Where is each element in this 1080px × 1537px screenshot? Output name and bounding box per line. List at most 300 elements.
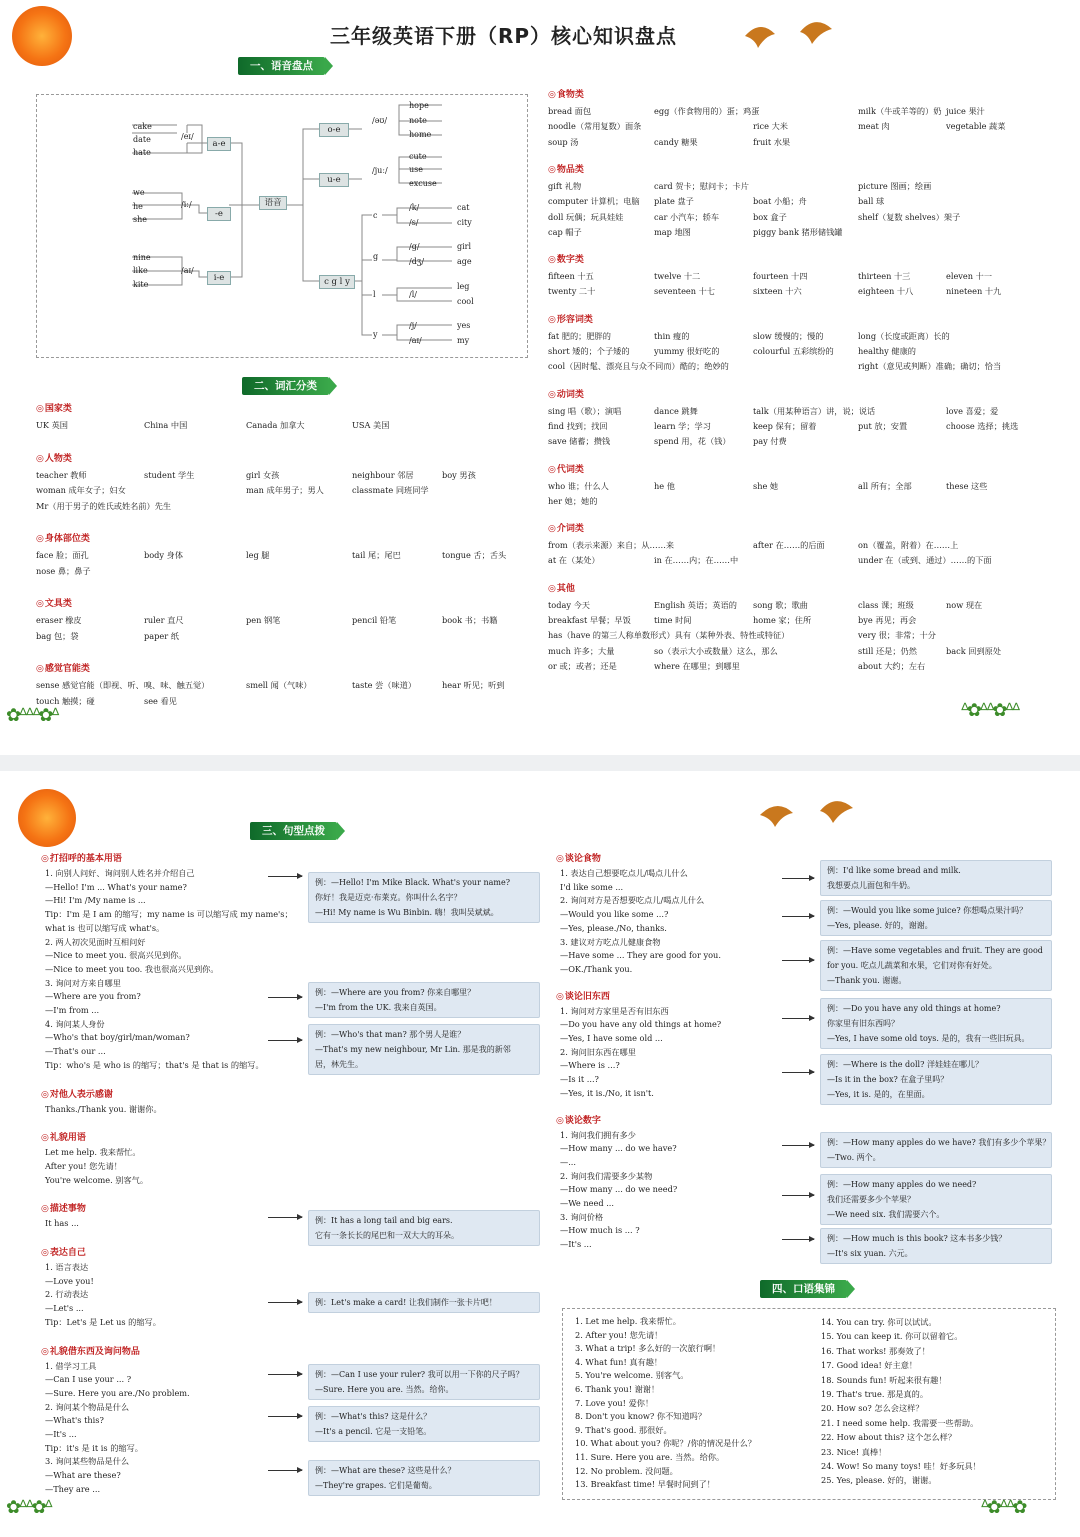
- vocab-entry: sixteen 十六: [753, 286, 802, 297]
- sound-label: /g/: [409, 242, 420, 251]
- section-sentences-banner: 三、句型点拨: [250, 822, 337, 840]
- arrow-icon: [782, 1195, 814, 1196]
- vocab-entry: he 他: [654, 480, 675, 491]
- vocab-entry: egg（作食物用的）蛋；鸡蛋: [654, 106, 760, 116]
- page-one: [0, 0, 1080, 755]
- example-box: [820, 1132, 1052, 1168]
- example-line: 例：—What's this? 这是什么？: [315, 1412, 432, 1421]
- sound-label: /dʒ/: [409, 257, 425, 266]
- vocab-entry: put 放；安置: [858, 420, 908, 431]
- sentence-line: —Have some ... They are good for you.: [560, 950, 721, 961]
- word: she: [133, 215, 147, 224]
- vocab-entry: eleven 十一: [946, 271, 993, 282]
- vocab-entry: USA 美国: [352, 420, 390, 430]
- vocab-entry: gift 礼物: [548, 180, 582, 191]
- word: like: [133, 266, 148, 275]
- arrow-icon: [268, 1217, 302, 1218]
- example-line: —It's six yuan. 六元。: [827, 1249, 913, 1258]
- vocab-category-title: ◎ 文具类: [36, 597, 72, 611]
- vocab-entry: nose 鼻；鼻子: [36, 565, 91, 576]
- word: home: [409, 130, 432, 139]
- vocab-entry: tail 尾；尾巴: [352, 550, 401, 560]
- vocab-entry: shelf（复数 shelves）架子: [858, 211, 961, 222]
- vocab-entry: classmate 同班同学: [352, 485, 429, 495]
- vocab-entry: cap 帽子: [548, 226, 582, 237]
- sound-label: /aɪ/: [409, 336, 422, 345]
- vocab-entry: touch 触摸；碰: [36, 695, 95, 706]
- vocab-entry: find 找到；找回: [548, 420, 608, 431]
- vocab-entry: car 小汽车；轿车: [654, 211, 720, 222]
- oral-phrase: 17. Good idea! 好主意！: [821, 1360, 918, 1371]
- vocab-entry: card 贺卡；慰问卡；卡片: [654, 180, 749, 191]
- oral-phrase: 22. How about this? 这个怎么样？: [821, 1432, 957, 1443]
- example-line: —Sure. Here you are. 当然。给你。: [315, 1385, 454, 1394]
- vocab-entry: rice 大米: [753, 121, 788, 132]
- sentence-line: After you! 您先请！: [45, 1160, 122, 1171]
- sentence-topic-title: ◎ 谈论数字: [556, 1114, 601, 1128]
- sentence-line: —Nice to meet you too. 我也很高兴见到你。: [45, 963, 219, 974]
- oral-phrase: 18. Sounds fun! 听起来很有趣！: [821, 1374, 947, 1385]
- sentence-line: —Yes, I have some old ...: [560, 1033, 663, 1043]
- vocab-entry: teacher 教师: [36, 469, 87, 480]
- plant-decoration: ✿ᐞᐞᐞ✿ᐞ: [6, 705, 58, 726]
- example-line: 我想要点儿面包和牛奶。: [827, 881, 915, 890]
- sentence-topic-title: ◎ 谈论旧东西: [556, 990, 610, 1004]
- vocab-entry: sing 唱（歌）；演唱: [548, 405, 622, 416]
- word: cool: [457, 297, 474, 306]
- sentence-topic-title: ◎ 谈论食物: [556, 852, 601, 866]
- vocab-left-column: [36, 402, 526, 712]
- vocab-category-title: ◎ 介词类: [548, 522, 584, 536]
- oral-phrase: 20. How so? 怎么会这样？: [821, 1403, 924, 1414]
- example-box: [820, 900, 1052, 936]
- sentence-line: —How much is ... ?: [560, 1225, 640, 1236]
- vocab-entry: Mr（用于男子的姓氏或姓名前）先生: [36, 500, 172, 511]
- sentence-line: —They are ...: [45, 1483, 101, 1494]
- vocab-entry: leg 腿: [246, 550, 270, 560]
- example-line: —It's a pencil. 它是一支铅笔。: [315, 1427, 432, 1436]
- example-box: [308, 1210, 540, 1246]
- sentence-line: 2. 询问对方是否想要吃点儿/喝点儿什么: [560, 895, 705, 906]
- vocab-entry: now 现在: [946, 599, 983, 610]
- arrow-icon: [268, 1040, 302, 1041]
- example-line: 例：I'd like some bread and milk.: [827, 866, 961, 875]
- arrow-icon: [782, 878, 814, 879]
- sentence-line: —It's ...: [560, 1239, 592, 1250]
- example-line: 例：—Hello! I'm Mike Black. What's your name?: [315, 878, 510, 887]
- vocab-entry: book 书；书籍: [442, 615, 498, 625]
- sentence-line: You're welcome. 别客气。: [45, 1174, 149, 1185]
- bird-icon: [755, 793, 865, 833]
- arrow-icon: [268, 997, 302, 998]
- vocab-category-title: ◎ 形容词类: [548, 313, 593, 327]
- word: my: [457, 336, 470, 345]
- vocab-entry: colourful 五彩缤纷的: [753, 346, 834, 356]
- vocab-category-title: ◎ 其他: [548, 582, 575, 596]
- vocab-entry: fourteen 十四: [753, 271, 808, 282]
- example-box: [308, 982, 540, 1018]
- sentence-line: Let me help. 我来帮忙。: [45, 1147, 141, 1158]
- vocab-entry: twenty 二十: [548, 286, 596, 297]
- vocab-entry: today 今天: [548, 599, 590, 610]
- vocab-entry: picture 图画；绘画: [858, 180, 932, 191]
- example-line: —Yes, I have some old toys. 是的，我有一些旧玩具。: [827, 1034, 1030, 1043]
- vocab-category-title: ◎ 代词类: [548, 463, 584, 477]
- oral-phrase: 10. What about you? 你呢？/你的情况是什么？: [575, 1438, 756, 1449]
- sentence-line: —Do you have any old things at home?: [560, 1019, 722, 1030]
- sentence-line: —...: [560, 1156, 576, 1167]
- example-line: for you. 吃点儿蔬菜和水果，它们对你有好处。: [827, 961, 997, 970]
- vocab-entry: meat 肉: [858, 121, 890, 132]
- example-box: [820, 860, 1052, 896]
- vocab-right-column: [548, 88, 1048, 708]
- sentence-topic-title: ◎ 礼貌借东西及询问物品: [41, 1345, 140, 1359]
- sentence-line: 3. 询问价格: [560, 1211, 604, 1222]
- oral-phrase: 21. I need some help. 我需要一些帮助。: [821, 1417, 979, 1428]
- vocab-entry: about 大约；左右: [858, 660, 926, 671]
- sentence-line: —Love you!: [45, 1275, 94, 1286]
- vocab-entry: bye 再见；再会: [858, 615, 917, 625]
- vocab-entry: under 在（或到、通过）……的下面: [858, 555, 992, 566]
- sentence-topic-title: ◎ 打招呼的基本用语: [41, 852, 122, 866]
- example-box: [308, 872, 540, 923]
- example-line: —That's my new neighbour, Mr Lin. 那是我的新邻: [315, 1045, 511, 1054]
- sentence-line: Tip：who's 是 who is 的缩写；that's 是 that is 的缩写。: [45, 1059, 264, 1070]
- oral-phrase: 8. Don't you know? 你不知道吗？: [575, 1411, 707, 1422]
- vocab-entry: in 在……内；在……中: [654, 555, 739, 566]
- consonant-letter: g: [373, 252, 379, 261]
- vocab-entry: bag 包；袋: [36, 630, 79, 641]
- sentence-topic-title: ◎ 描述事物: [41, 1202, 86, 1216]
- sound-label: /j/: [409, 321, 417, 330]
- example-box: [308, 1024, 540, 1075]
- oral-phrase: 25. Yes, please. 好的，谢谢。: [821, 1475, 937, 1486]
- sentence-line: —Can I use your ... ?: [45, 1374, 132, 1385]
- sentence-line: 4. 询问某人身份: [45, 1018, 105, 1029]
- word: excuse: [409, 179, 437, 188]
- vocab-entry: computer 计算机；电脑: [548, 196, 640, 207]
- vocab-entry: Canada 加拿大: [246, 420, 305, 430]
- arrow-icon: [782, 1239, 814, 1240]
- sentence-line: 2. 询问旧东西在哪里: [560, 1046, 636, 1057]
- vocab-entry: smell 闻（气味）: [246, 680, 312, 690]
- example-line: —I'm from the UK. 我来自英国。: [315, 1003, 442, 1012]
- vocab-entry: woman 成年女子；妇女: [36, 485, 126, 495]
- sentence-line: —It's ...: [45, 1429, 77, 1439]
- example-box: [820, 1174, 1052, 1225]
- sentence-line: —We need ...: [560, 1198, 614, 1208]
- vocab-entry: on（覆盖，附着）在……上: [858, 540, 959, 551]
- sentence-line: —Sure. Here you are./No problem.: [45, 1387, 190, 1398]
- sound-label: /iː/: [181, 200, 192, 209]
- vocab-entry: spend 用，花（钱）: [654, 436, 731, 447]
- sentence-line: Tip：it's 是 it is 的缩写。: [45, 1442, 143, 1453]
- word: yes: [457, 321, 471, 330]
- oral-phrase: 2. After you! 您先请！: [575, 1329, 663, 1340]
- sentence-line: —Where are you from?: [45, 991, 141, 1002]
- vocab-entry: taste 尝（味道）: [352, 680, 417, 690]
- sentence-line: 2. 询问某个物品是什么: [45, 1401, 130, 1412]
- oral-phrase: 24. Wow! So many toys! 哇！好多玩具！: [821, 1461, 981, 1472]
- sentence-line: —Nice to meet you. 很高兴见到你。: [45, 950, 187, 961]
- arrow-icon: [782, 960, 814, 961]
- oral-phrase: 14. You can try. 你可以试试。: [821, 1317, 937, 1327]
- vocab-entry: fat 肥的；肥胖的: [548, 330, 611, 341]
- vocab-category-title: ◎ 感觉官能类: [36, 662, 90, 676]
- vocab-entry: map 地图: [654, 226, 691, 237]
- vocab-entry: after 在……的后面: [753, 540, 825, 551]
- vocab-entry: ruler 直尺: [144, 615, 184, 625]
- vocab-entry: piggy bank 猪形储钱罐: [753, 226, 843, 237]
- vocab-entry: class 课；班级: [858, 599, 914, 610]
- vocab-entry: paper 纸: [144, 630, 179, 641]
- consonant-letter: c: [373, 211, 378, 220]
- vocab-entry: choose 选择；挑选: [946, 420, 1019, 431]
- vowel-box-a-e: a-e: [207, 137, 231, 151]
- sentence-topic-title: ◎ 表达自己: [41, 1246, 86, 1260]
- vocab-entry: see 看见: [144, 695, 177, 706]
- oral-box: [562, 1308, 1056, 1500]
- consonant-letter: l: [373, 290, 376, 299]
- vocab-category-title: ◎ 人物类: [36, 452, 72, 466]
- example-line: 例：—Do you have any old things at home?: [827, 1004, 1001, 1013]
- vocab-entry: UK 英国: [36, 420, 68, 430]
- arrow-icon: [268, 1416, 302, 1417]
- word: cat: [457, 203, 470, 212]
- sentence-line: Thanks./Thank you. 谢谢你。: [45, 1103, 162, 1114]
- sentence-line: —Where is ...?: [560, 1060, 620, 1071]
- sentence-right-examples: [0, 771, 1, 772]
- vocab-entry: slow 缓慢的；慢的: [753, 330, 824, 341]
- word: city: [457, 218, 472, 227]
- bird-icon: [740, 14, 840, 54]
- example-line: 居，林先生。: [315, 1060, 363, 1069]
- sentence-line: Tip：Let's 是 Let us 的缩写。: [45, 1316, 161, 1327]
- sentence-line: what is 也可以缩写成 what's。: [45, 922, 165, 933]
- example-box: [308, 1364, 540, 1400]
- example-line: 例：It has a long tail and big ears.: [315, 1216, 453, 1225]
- vocab-entry: student 学生: [144, 469, 195, 480]
- sentence-line: —Who's that boy/girl/man/woman?: [45, 1032, 190, 1043]
- vocab-entry: man 成年男子；男人: [246, 485, 324, 495]
- arrow-icon: [782, 1018, 814, 1019]
- word: note: [409, 116, 427, 125]
- sentence-line: 1. 表达自己想要吃点儿/喝点儿什么: [560, 868, 688, 878]
- example-box: [820, 998, 1052, 1049]
- vocab-category-title: ◎ 动词类: [548, 388, 584, 402]
- sentence-topic-title: ◎ 礼貌用语: [41, 1131, 86, 1145]
- oral-phrase: 19. That's true. 那是真的。: [821, 1389, 929, 1400]
- vocab-entry: thirteen 十三: [858, 271, 911, 282]
- sentence-line: —That's our ...: [45, 1046, 106, 1057]
- oral-phrase: 3. What a trip! 多么好的一次旅行啊！: [575, 1343, 721, 1354]
- example-line: —Hi! My name is Wu Binbin. 嗨！我叫吴斌斌。: [315, 908, 499, 917]
- sentence-line: 1. 询问我们拥有多少: [560, 1129, 636, 1140]
- example-line: 例：—How much is this book? 这本书多少钱？: [827, 1234, 1007, 1243]
- page-title: 三年级英语下册（RP）核心知识盘点: [330, 24, 678, 48]
- example-line: —We need six. 我们需要六个。: [827, 1210, 945, 1219]
- word: kite: [133, 280, 149, 289]
- example-line: 你好！我是迈克·布莱克。你叫什么名字？: [315, 893, 462, 902]
- example-line: 例：—Can I use your ruler? 我可以用一下你的尺子吗？: [315, 1370, 524, 1379]
- sentence-line: —How many ... do we have?: [560, 1143, 677, 1154]
- vocab-entry: candy 糖果: [654, 136, 698, 147]
- vocab-category-title: ◎ 食物类: [548, 88, 584, 102]
- vocab-category-title: ◎ 身体部位类: [36, 532, 90, 546]
- example-line: —Yes, please. 好的，谢谢。: [827, 921, 933, 930]
- sound-label: /s/: [409, 218, 419, 227]
- vocab-entry: pay 付费: [753, 436, 787, 447]
- vocab-entry: love 喜爱；爱: [946, 405, 999, 416]
- oral-phrase: 5. You're welcome. 别客气。: [575, 1370, 689, 1381]
- example-line: 例：—Who's that man? 那个男人是谁？: [315, 1030, 466, 1039]
- example-line: 例：—Would you like some juice? 你想喝点果汁吗？: [827, 906, 1028, 915]
- word: leg: [457, 282, 470, 291]
- vocab-entry: right（意见或判断）准确；确切；恰当: [858, 361, 1002, 372]
- vocab-entry: thin 瘦的: [654, 330, 690, 341]
- vocab-entry: face 脸；面孔: [36, 550, 89, 560]
- vocab-entry: save 储蓄；攒钱: [548, 436, 611, 447]
- vocab-category-title: ◎ 物品类: [548, 163, 584, 177]
- vocab-entry: bread 面包: [548, 106, 592, 116]
- vocab-entry: or 或；或者；还是: [548, 660, 617, 671]
- vocab-entry: girl 女孩: [246, 469, 280, 480]
- vocab-entry: breakfast 早餐；早饭: [548, 615, 631, 625]
- sound-label: /aɪ/: [181, 266, 194, 275]
- example-box: [820, 940, 1052, 991]
- example-line: 例：—Where are you from? 你来自哪里？: [315, 988, 476, 997]
- vocab-entry: back 回到原处: [946, 645, 1002, 656]
- sentence-line: —OK./Thank you.: [560, 963, 633, 974]
- consonant-letter: y: [373, 330, 378, 339]
- page-divider: [0, 755, 1080, 771]
- sentence-line: —Hi! I'm /My name is ...: [45, 895, 146, 906]
- vocab-category-title: ◎ 国家类: [36, 402, 72, 416]
- sentence-line: —Let's ...: [45, 1303, 84, 1314]
- vocab-entry: sense 感觉官能（即视、听、嗅、味、触五觉）: [36, 680, 210, 690]
- sentence-line: 2. 两人初次见面时互相问好: [45, 936, 146, 947]
- example-line: —They're grapes. 它们是葡萄。: [315, 1481, 437, 1490]
- vocab-entry: box 盒子: [753, 211, 787, 222]
- example-line: 你家里有旧东西吗？: [827, 1019, 899, 1028]
- oral-phrase: 23. Nice! 真棒！: [821, 1446, 887, 1457]
- vocab-entry: has（have 的第三人称单数形式）具有（某种外表、特性或特征）: [548, 630, 790, 641]
- oral-phrase: 12. No problem. 没问题。: [575, 1465, 678, 1476]
- sentence-line: —Hello! I'm ... What's your name?: [45, 881, 187, 892]
- vocab-entry: her 她；她的: [548, 495, 598, 506]
- vocab-entry: pencil 铅笔: [352, 615, 397, 625]
- vocab-entry: cool（因时髦、漂亮且与众不同而）酷的；绝妙的: [548, 361, 729, 372]
- oral-right-list: [821, 1315, 981, 1488]
- example-line: —Yes, it is. 是的，在里面。: [827, 1090, 930, 1099]
- sentence-line: 3. 询问对方来自哪里: [45, 977, 121, 988]
- arrow-icon: [782, 1072, 814, 1073]
- vowel-box-i-e: i-e: [207, 271, 231, 285]
- vocab-entry: doll 玩偶；玩具娃娃: [548, 211, 624, 222]
- vocab-entry: ball 球: [858, 196, 885, 207]
- vocab-entry: fruit 水果: [753, 136, 791, 147]
- sentence-line: 3. 建议对方吃点儿健康食物: [560, 936, 661, 947]
- phonics-map: [36, 94, 528, 358]
- vocab-entry: home 家；住所: [753, 615, 812, 625]
- vocab-entry: song 歌；歌曲: [753, 599, 808, 610]
- vocab-entry: milk（牛或羊等的）奶: [858, 106, 942, 116]
- vocab-entry: juice 果汁: [946, 106, 985, 116]
- example-line: 例：—How many apples do we have? 我们有多少个苹果？: [827, 1138, 1051, 1147]
- word: girl: [457, 242, 472, 251]
- vocab-entry: keep 保有；留着: [753, 420, 817, 431]
- sentence-line: —Is it ...?: [560, 1074, 599, 1085]
- word: hope: [409, 101, 429, 110]
- oral-phrase: 4. What fun! 真有趣！: [575, 1356, 663, 1367]
- sentence-topic-title: ◎ 对他人表示感谢: [41, 1088, 113, 1102]
- sound-label: /eɪ/: [181, 132, 194, 141]
- oral-phrase: 7. Love you! 爱你！: [575, 1397, 654, 1408]
- arrow-icon: [268, 1302, 302, 1303]
- vocab-entry: boy 男孩: [442, 469, 476, 480]
- example-line: 我们还需要多少个苹果？: [827, 1195, 915, 1204]
- vocab-entry: time 时间: [654, 615, 692, 625]
- example-line: 例：—Where is the doll? 洋娃娃在哪儿？: [827, 1060, 983, 1069]
- sentence-line: —What are these?: [45, 1470, 121, 1481]
- word: nine: [133, 253, 151, 262]
- plant-decoration: ᐞ✿ᐞᐞ✿: [980, 1497, 1025, 1518]
- word: date: [133, 135, 151, 144]
- vocab-entry: short 矮的；个子矮的: [548, 346, 630, 356]
- example-line: 例：—What are these? 这些是什么？: [315, 1466, 456, 1475]
- section-oral-banner: 四、口语集锦: [760, 1280, 847, 1298]
- vocab-entry: much 许多；大量: [548, 645, 615, 656]
- vocab-entry: she 她: [753, 480, 779, 491]
- example-line: —Is it in the box? 在盒子里吗？: [827, 1075, 949, 1084]
- vocab-entry: body 身体: [144, 550, 184, 560]
- vocab-entry: China 中国: [144, 420, 188, 430]
- vocab-entry: who 谁；什么人: [548, 480, 609, 491]
- vocab-entry: where 在哪里；到哪里: [654, 660, 740, 671]
- example-box: [308, 1460, 540, 1496]
- vowel-box-o-e: o-e: [319, 123, 349, 137]
- example-line: 它有一条长长的尾巴和一双大大的耳朵。: [315, 1231, 459, 1240]
- arrow-icon: [268, 876, 302, 877]
- section-phonics-banner: 一、语音盘点: [238, 57, 325, 75]
- vocab-entry: these 这些: [946, 480, 988, 491]
- vocab-entry: nineteen 十九: [946, 286, 1002, 297]
- example-box: [308, 1406, 540, 1442]
- vocab-entry: from（表示来源）来自；从……来: [548, 540, 675, 551]
- sun-icon: [12, 6, 72, 66]
- plant-decoration: ✿ᐞᐞ✿ᐞ: [6, 1497, 51, 1518]
- vocab-entry: twelve 十二: [654, 271, 701, 282]
- oral-phrase: 15. You can keep it. 你可以留着它。: [821, 1331, 963, 1342]
- vocab-entry: plate 盘子: [654, 196, 694, 207]
- vocab-entry: talk（用某种语言）讲，说；说话: [753, 405, 876, 416]
- word: cake: [133, 122, 152, 131]
- vocab-entry: neighbour 邻居: [352, 469, 414, 480]
- sound-label: /k/: [409, 203, 420, 212]
- oral-phrase: 16. That works! 那奏效了！: [821, 1345, 930, 1356]
- sentence-line: —How many ... do we need?: [560, 1184, 678, 1195]
- vocab-entry: eraser 橡皮: [36, 615, 82, 625]
- vocab-entry: noodle（常用复数）面条: [548, 121, 642, 132]
- vocab-entry: boat 小船；舟: [753, 196, 807, 207]
- oral-phrase: 9. That's good. 那很好。: [575, 1424, 672, 1435]
- example-box: [820, 1228, 1052, 1264]
- word: hate: [133, 148, 151, 157]
- arrow-icon: [268, 1470, 302, 1471]
- oral-left-list: [575, 1315, 756, 1492]
- vocab-entry: very 很；非常；十分: [858, 630, 936, 641]
- oral-phrase: 6. Thank you! 谢谢！: [575, 1383, 660, 1394]
